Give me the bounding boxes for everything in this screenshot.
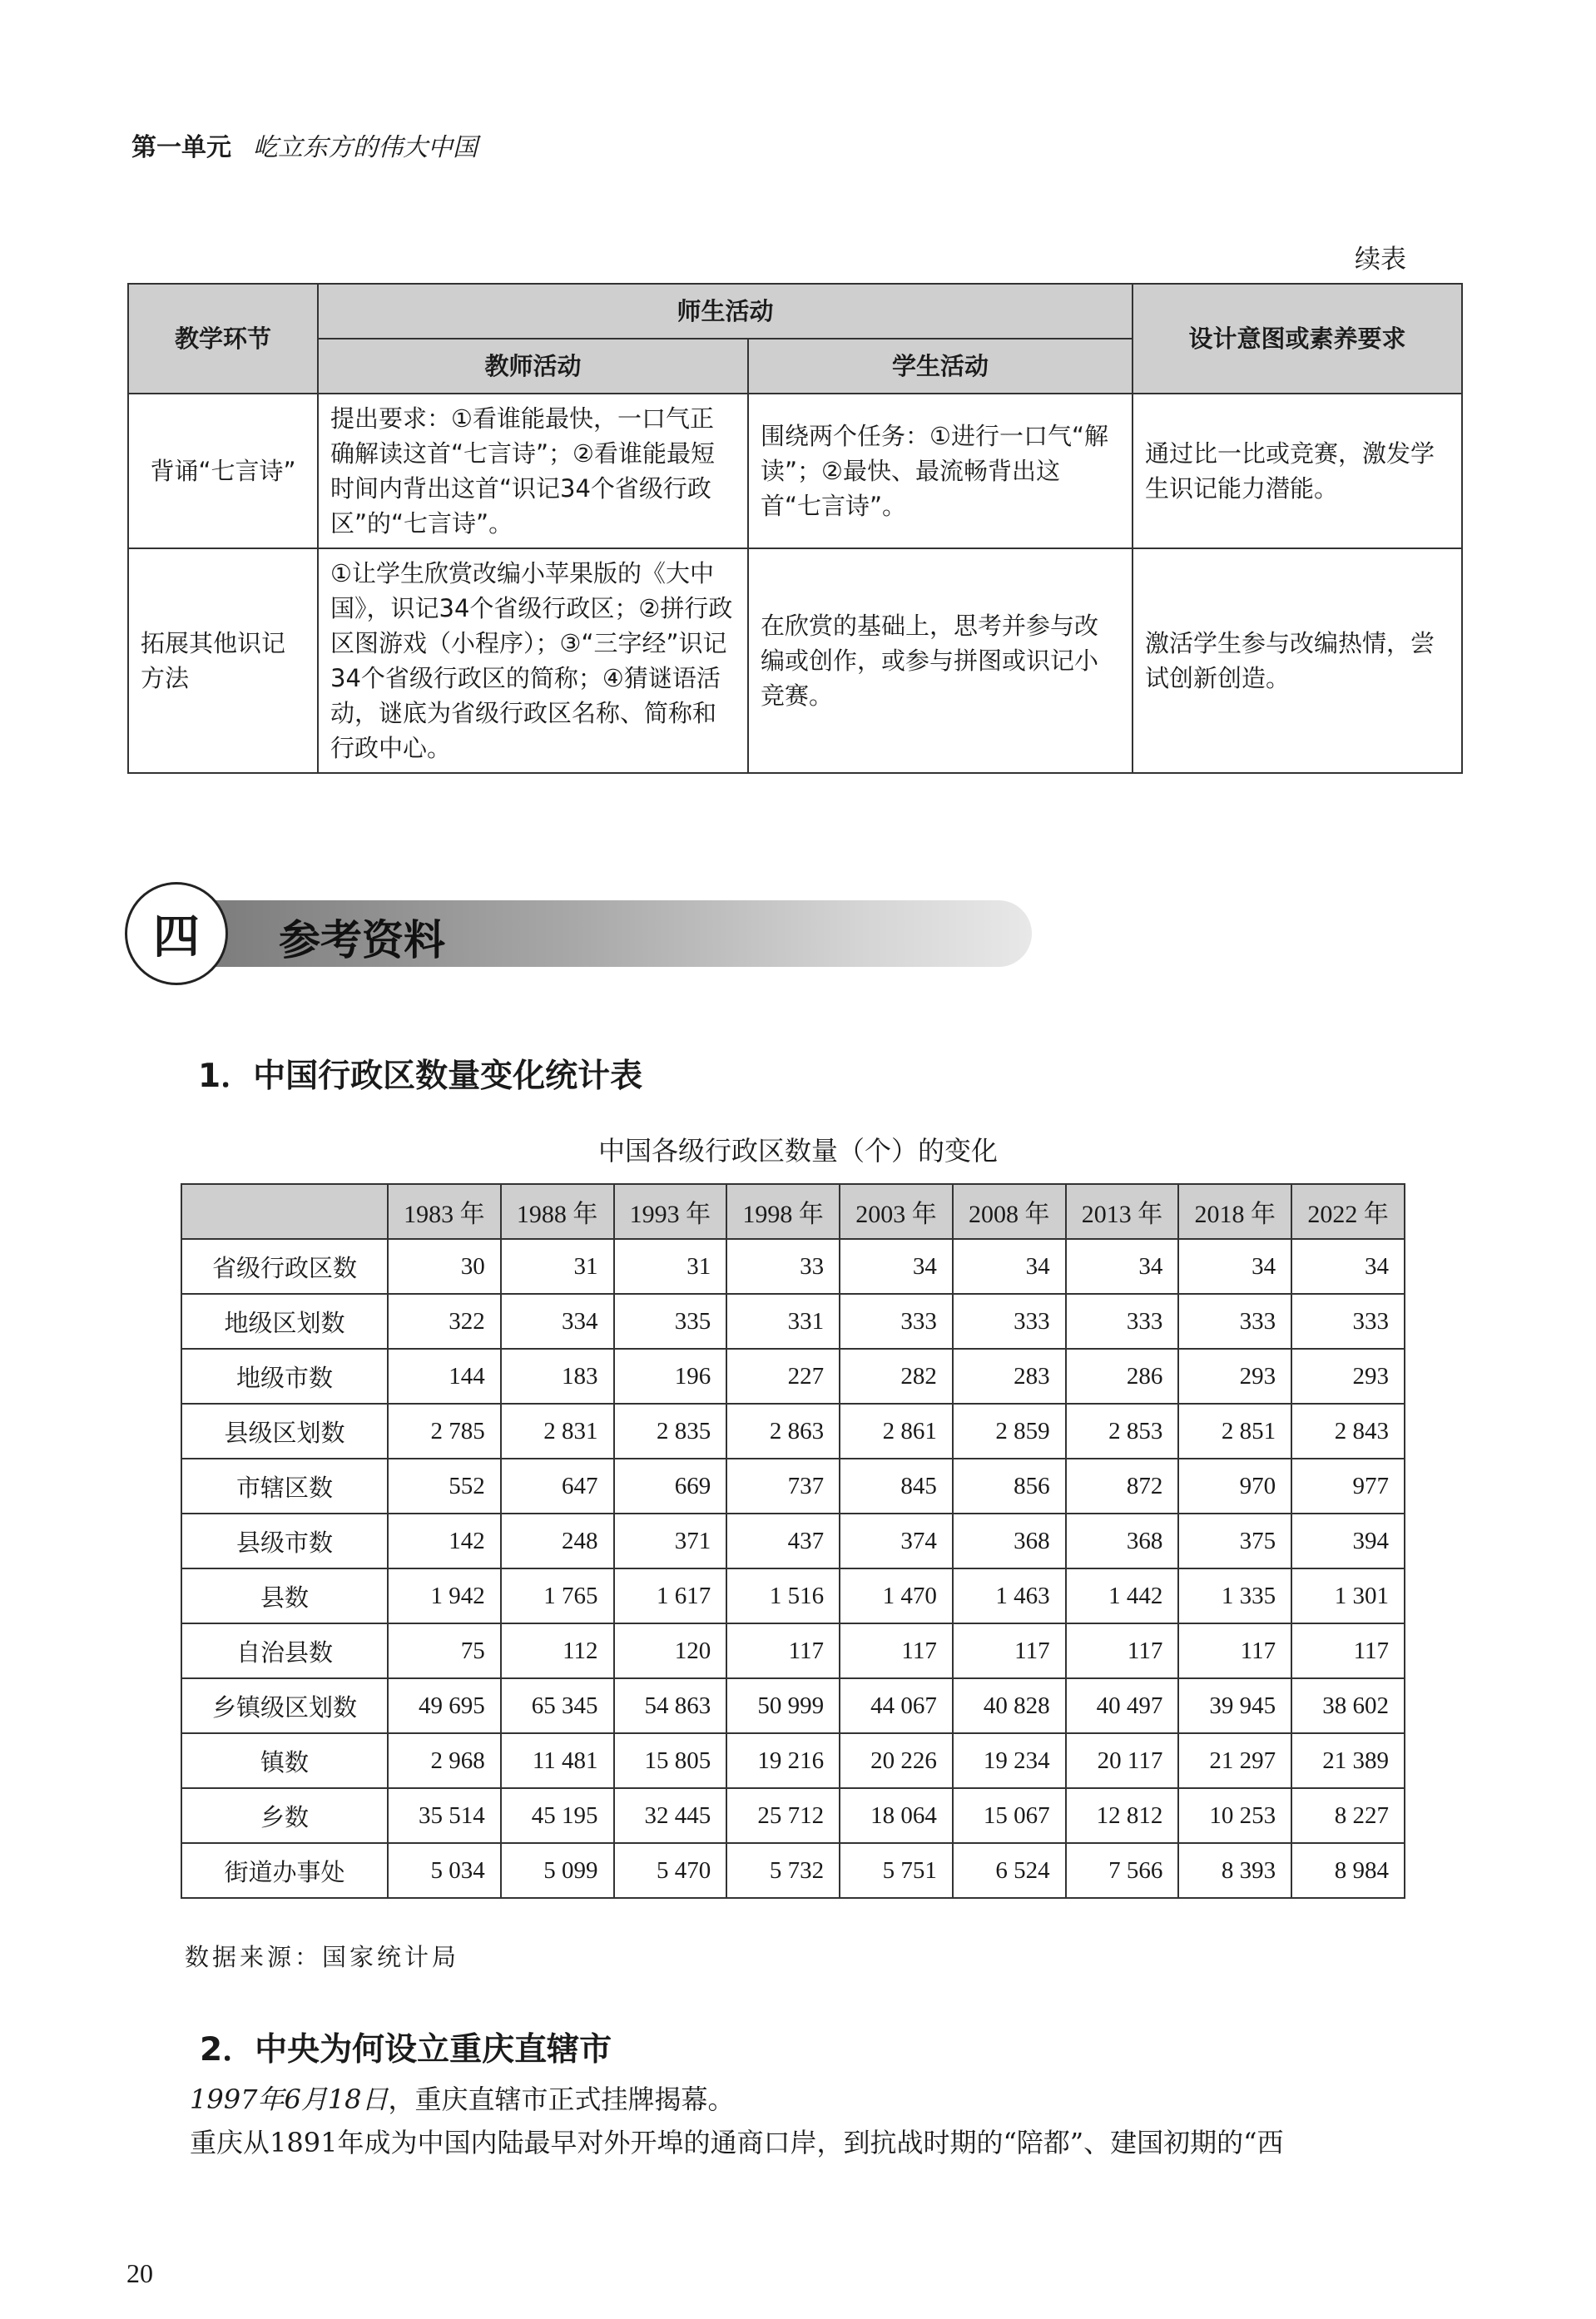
row-label: 县级市数 [181, 1514, 388, 1568]
table-cell: 1 765 [501, 1568, 614, 1623]
year-header: 1993 年 [614, 1184, 727, 1239]
cq-para1-text: ，重庆直辖市正式挂牌揭幕。 [388, 2084, 735, 2115]
table-cell: 120 [614, 1623, 727, 1678]
table-cell: 40 497 [1066, 1678, 1179, 1733]
table-cell: 7 566 [1066, 1843, 1179, 1898]
table-cell: 8 227 [1291, 1788, 1405, 1843]
header-activity-group: 师生活动 [318, 284, 1133, 339]
table-cell: 333 [1066, 1294, 1179, 1349]
table-cell: 437 [726, 1514, 840, 1568]
table-cell: 1 942 [388, 1568, 501, 1623]
year-header: 2022 年 [1291, 1184, 1405, 1239]
row-label: 街道办事处 [181, 1843, 388, 1898]
table-cell: 34 [1178, 1239, 1291, 1294]
table-cell: 5 751 [840, 1843, 953, 1898]
row-label: 自治县数 [181, 1623, 388, 1678]
header-student: 学生活动 [748, 339, 1133, 394]
table-row [181, 1514, 1405, 1568]
row-label: 县数 [181, 1568, 388, 1623]
table-row [128, 394, 1462, 548]
table-cell: 35 514 [388, 1788, 501, 1843]
table-cell: 375 [1178, 1514, 1291, 1568]
table-cell: 2 843 [1291, 1404, 1405, 1459]
table-cell: 144 [388, 1349, 501, 1404]
table-cell: 322 [388, 1294, 501, 1349]
table-cell: 10 253 [1178, 1788, 1291, 1843]
table-cell: 20 226 [840, 1733, 953, 1788]
table-cell: 333 [1291, 1294, 1405, 1349]
table-cell: 2 853 [1066, 1404, 1179, 1459]
lesson-table [127, 283, 1463, 774]
table-cell: 34 [840, 1239, 953, 1294]
table-cell: 2 835 [614, 1404, 727, 1459]
table-cell: 1 442 [1066, 1568, 1179, 1623]
table-cell: 30 [388, 1239, 501, 1294]
cq-heading: 2．中央为何设立重庆直辖市 [200, 2031, 612, 2069]
table-cell: 31 [501, 1239, 614, 1294]
table-cell: 38 602 [1291, 1678, 1405, 1733]
table-row [181, 1239, 1405, 1294]
row-teacher: 提出要求：①看谁能最快，一口气正确解读这首“七言诗”；②看谁能最短时间内背出这首“识记34个省级行政区”的“七言诗”。 [318, 394, 748, 548]
year-header: 2008 年 [953, 1184, 1066, 1239]
row-student: 围绕两个任务：①进行一口气“解读”；②最快、最流畅背出这首“七言诗”。 [748, 394, 1133, 548]
table-cell: 1 463 [953, 1568, 1066, 1623]
year-header: 1988 年 [501, 1184, 614, 1239]
table-cell: 18 064 [840, 1788, 953, 1843]
table-cell: 669 [614, 1459, 727, 1514]
row-teacher: ①让学生欣赏改编小苹果版的《大中国》，识记34个省级行政区；②拼行政区图游戏（小程序）；③“三字经”识记34个省级行政区的简称；④猜谜语活动，谜底为省级行政区名称、简称和行政中心。 [318, 548, 748, 773]
table-cell: 25 712 [726, 1788, 840, 1843]
table-cell: 872 [1066, 1459, 1179, 1514]
table-cell: 5 034 [388, 1843, 501, 1898]
table-cell: 1 301 [1291, 1568, 1405, 1623]
table-cell: 977 [1291, 1459, 1405, 1514]
cq-paragraph-1 [190, 2079, 735, 2117]
table-cell: 19 216 [726, 1733, 840, 1788]
table-cell: 283 [953, 1349, 1066, 1404]
table-cell: 333 [1178, 1294, 1291, 1349]
table-cell: 374 [840, 1514, 953, 1568]
continued-label: 续表 [1355, 245, 1406, 275]
year-header: 1983 年 [388, 1184, 501, 1239]
row-label: 乡镇级区划数 [181, 1678, 388, 1733]
running-header [131, 126, 478, 163]
stat-caption: 中国各级行政区数量（个）的变化 [597, 1135, 998, 1167]
stat-table [181, 1183, 1405, 1899]
table-cell: 34 [1291, 1239, 1405, 1294]
table-cell: 2 785 [388, 1404, 501, 1459]
table-row [181, 1843, 1405, 1898]
table-cell: 117 [953, 1623, 1066, 1678]
table-cell: 183 [501, 1349, 614, 1404]
table-cell: 2 863 [726, 1404, 840, 1459]
table-cell: 50 999 [726, 1678, 840, 1733]
table-cell: 34 [1066, 1239, 1179, 1294]
table-cell: 368 [953, 1514, 1066, 1568]
table-cell: 2 851 [1178, 1404, 1291, 1459]
year-header: 1998 年 [726, 1184, 840, 1239]
table-cell: 49 695 [388, 1678, 501, 1733]
table-cell: 39 945 [1178, 1678, 1291, 1733]
cq-paragraph-2: 重庆从1891年成为中国内陆最早对外开埠的通商口岸，到抗战时期的“陪都”、建国初期的“西 [190, 2127, 1284, 2158]
table-cell: 856 [953, 1459, 1066, 1514]
table-cell: 2 831 [501, 1404, 614, 1459]
row-student: 在欣赏的基础上，思考并参与改编或创作，或参与拼图或识记小竞赛。 [748, 548, 1133, 773]
year-header: 2018 年 [1178, 1184, 1291, 1239]
table-cell: 117 [726, 1623, 840, 1678]
section-banner [125, 882, 1007, 989]
row-stage: 背诵“七言诗” [128, 394, 318, 548]
table-cell: 32 445 [614, 1788, 727, 1843]
table-cell: 286 [1066, 1349, 1179, 1404]
table-cell: 282 [840, 1349, 953, 1404]
table-cell: 15 067 [953, 1788, 1066, 1843]
table-cell: 2 861 [840, 1404, 953, 1459]
corner-cell [181, 1184, 388, 1239]
table-cell: 5 470 [614, 1843, 727, 1898]
table-cell: 248 [501, 1514, 614, 1568]
section-number: 四 [125, 882, 228, 985]
table-cell: 293 [1178, 1349, 1291, 1404]
table-cell: 394 [1291, 1514, 1405, 1568]
year-header: 2013 年 [1066, 1184, 1179, 1239]
table-row [128, 548, 1462, 773]
table-cell: 1 516 [726, 1568, 840, 1623]
source-note: 数据来源：国家统计局 [185, 1943, 460, 1971]
section-title: 参考资料 [279, 915, 445, 964]
table-cell: 20 117 [1066, 1733, 1179, 1788]
row-stage: 拓展其他识记方法 [128, 548, 318, 773]
table-cell: 1 617 [614, 1568, 727, 1623]
table-cell: 21 389 [1291, 1733, 1405, 1788]
row-label: 市辖区数 [181, 1459, 388, 1514]
table-cell: 112 [501, 1623, 614, 1678]
table-cell: 1 470 [840, 1568, 953, 1623]
table-cell: 334 [501, 1294, 614, 1349]
row-label: 地级市数 [181, 1349, 388, 1404]
table-cell: 227 [726, 1349, 840, 1404]
table-cell: 54 863 [614, 1678, 727, 1733]
cq-date: 1997年6月18日 [190, 2084, 389, 2115]
table-cell: 44 067 [840, 1678, 953, 1733]
table-cell: 117 [1178, 1623, 1291, 1678]
header-stage: 教学环节 [128, 284, 318, 394]
table-cell: 2 968 [388, 1733, 501, 1788]
table-cell: 142 [388, 1514, 501, 1568]
table-row [181, 1404, 1405, 1459]
table-cell: 371 [614, 1514, 727, 1568]
table-cell: 8 393 [1178, 1843, 1291, 1898]
unit-label: 第一单元 [131, 133, 231, 162]
table-cell: 34 [953, 1239, 1066, 1294]
table-cell: 33 [726, 1239, 840, 1294]
table-cell: 845 [840, 1459, 953, 1514]
table-cell: 368 [1066, 1514, 1179, 1568]
table-cell: 5 099 [501, 1843, 614, 1898]
year-header: 2003 年 [840, 1184, 953, 1239]
row-label: 镇数 [181, 1733, 388, 1788]
table-cell: 1 335 [1178, 1568, 1291, 1623]
row-label: 县级区划数 [181, 1404, 388, 1459]
table-cell: 331 [726, 1294, 840, 1349]
table-row [181, 1788, 1405, 1843]
table-cell: 12 812 [1066, 1788, 1179, 1843]
table-row [181, 1349, 1405, 1404]
table-cell: 15 805 [614, 1733, 727, 1788]
table-row [181, 1623, 1405, 1678]
table-cell: 2 859 [953, 1404, 1066, 1459]
table-cell: 45 195 [501, 1788, 614, 1843]
header-teacher: 教师活动 [318, 339, 748, 394]
table-cell: 6 524 [953, 1843, 1066, 1898]
header-intent: 设计意图或素养要求 [1133, 284, 1462, 394]
table-cell: 117 [1066, 1623, 1179, 1678]
table-row [181, 1294, 1405, 1349]
table-cell: 737 [726, 1459, 840, 1514]
row-intent: 激活学生参与改编热情，尝试创新创造。 [1133, 548, 1462, 773]
table-cell: 21 297 [1178, 1733, 1291, 1788]
table-row [181, 1459, 1405, 1514]
unit-title: 屹立东方的伟大中国 [253, 133, 478, 162]
row-intent: 通过比一比或竞赛，激发学生识记能力潜能。 [1133, 394, 1462, 548]
table-cell: 5 732 [726, 1843, 840, 1898]
table-row [181, 1733, 1405, 1788]
row-label: 省级行政区数 [181, 1239, 388, 1294]
page-number: 20 [126, 2258, 153, 2288]
table-cell: 8 984 [1291, 1843, 1405, 1898]
row-label: 乡数 [181, 1788, 388, 1843]
table-cell: 11 481 [501, 1733, 614, 1788]
stat-heading: 1．中国行政区数量变化统计表 [198, 1058, 643, 1095]
table-cell: 19 234 [953, 1733, 1066, 1788]
table-row [181, 1568, 1405, 1623]
table-cell: 335 [614, 1294, 727, 1349]
table-cell: 40 828 [953, 1678, 1066, 1733]
table-cell: 333 [953, 1294, 1066, 1349]
table-cell: 117 [840, 1623, 953, 1678]
table-cell: 31 [614, 1239, 727, 1294]
table-cell: 196 [614, 1349, 727, 1404]
table-cell: 65 345 [501, 1678, 614, 1733]
table-cell: 970 [1178, 1459, 1291, 1514]
row-label: 地级区划数 [181, 1294, 388, 1349]
table-cell: 333 [840, 1294, 953, 1349]
table-cell: 75 [388, 1623, 501, 1678]
table-cell: 117 [1291, 1623, 1405, 1678]
table-row [181, 1678, 1405, 1733]
table-cell: 647 [501, 1459, 614, 1514]
table-cell: 293 [1291, 1349, 1405, 1404]
table-cell: 552 [388, 1459, 501, 1514]
